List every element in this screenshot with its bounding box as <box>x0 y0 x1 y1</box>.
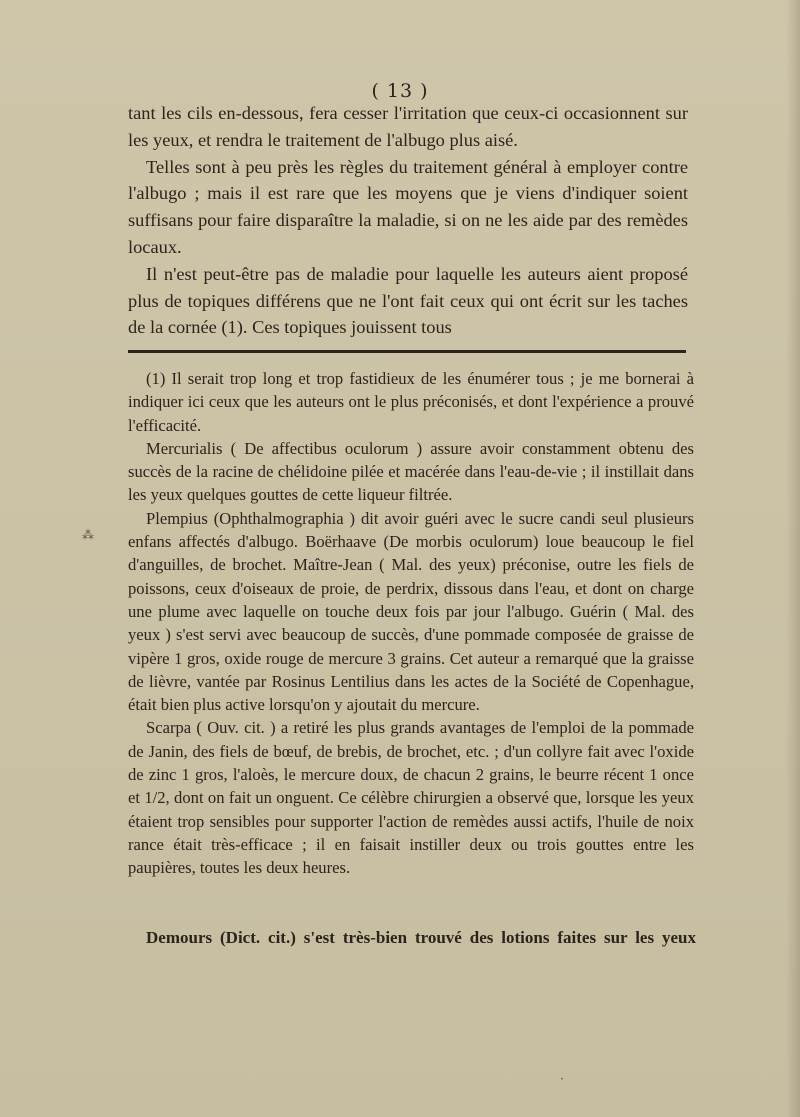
footnote-block <box>128 367 694 880</box>
page-number: ( 13 ) <box>371 80 429 102</box>
continuation-line: Demours (Dict. cit.) s'est très-bien trouvé des lotions faites sur les yeux <box>146 928 696 947</box>
main-paragraph: tant les cils en-dessous, fera cesser l'irritation que ceux-ci occasionnent sur les yeux, et rendra le traitement de l'albugo plus aisé. <box>128 103 688 150</box>
footnote-paragraph: Plempius (Ophthalmographia ) dit avoir guéri avec le sucre candi seul plusieurs enfans affectés d'albugo. Boërhaave (De morbis oculorum) loue beaucoup le fiel d'anguilles, de brochet. Maître-Jean ( Mal. des yeux) préconise, outre les fiels de poissons, ceux d'oiseaux de proie, de perdrix, dissous dans l'eau, et dont on charge une plume avec laquelle on touche deux fois par jour l'albugo. Guérin ( Mal. des yeux ) s'est servi avec beaucoup de succès, d'une pommade composée de graisse de vipère 1 gros, oxide rouge de mercure 3 grains. Cet auteur a remarqué que la graisse de lièvre, vantée par Rosinus Lentilius dans les actes de la Société de Copenhague, était bien plus active lorsqu'on y ajoutait du mercure. <box>128 508 694 715</box>
margin-mark: ⁂ <box>82 528 94 542</box>
main-paragraph: Telles sont à peu près les règles du traitement général à employer contre l'albugo ; mais il est rare que les moyens que je viens d'indiquer soient suffisans pour faire disparaître la maladie, si on ne les aide par des remèdes locaux. <box>128 156 688 257</box>
footnote-paragraph: Mercurialis ( De affectibus oculorum ) assure avoir constamment obtenu des succès de la racine de chélidoine pilée et macérée dans l'eau-de-vie ; il instillait dans les yeux quelques gouttes de cette liqueur filtrée. <box>128 438 694 505</box>
main-text-block <box>128 100 688 341</box>
bottom-mark: · <box>560 1072 564 1086</box>
footnote-paragraph: (1) Il serait trop long et trop fastidieux de les énumérer tous ; je me bornerai à indiquer ici ceux que les auteurs ont le plus préconisés, et dont l'expérience a prouvé l'efficacité. <box>128 369 694 435</box>
page-edge-shadow <box>786 0 800 1117</box>
footnote-paragraph: Scarpa ( Ouv. cit. ) a retiré les plus grands avantages de l'emploi de la pommade de Janin, des fiels de bœuf, de brebis, de brochet, etc. ; d'un collyre fait avec l'oxide de zinc 1 gros, l'aloès, le mercure doux, de chacun 2 grains, le beurre récent 1 once et 1/2, dont on fait un onguent. Ce célèbre chirurgien a observé que, lorsque les yeux étaient trop sensibles pour supporter l'action de remèdes aussi actifs, l'huile de noix rance était très-efficace ; il en faisait instiller deux ou trois gouttes entre les paupières, toutes les deux heures. <box>128 718 694 878</box>
footnote-separator-rule <box>128 350 686 353</box>
main-paragraph: Il n'est peut-être pas de maladie pour laquelle les auteurs aient proposé plus de topiques différens que ne l'ont fait ceux qui ont écrit sur les taches de la cornée (1). Ces topiques jouissent tous <box>128 263 688 338</box>
